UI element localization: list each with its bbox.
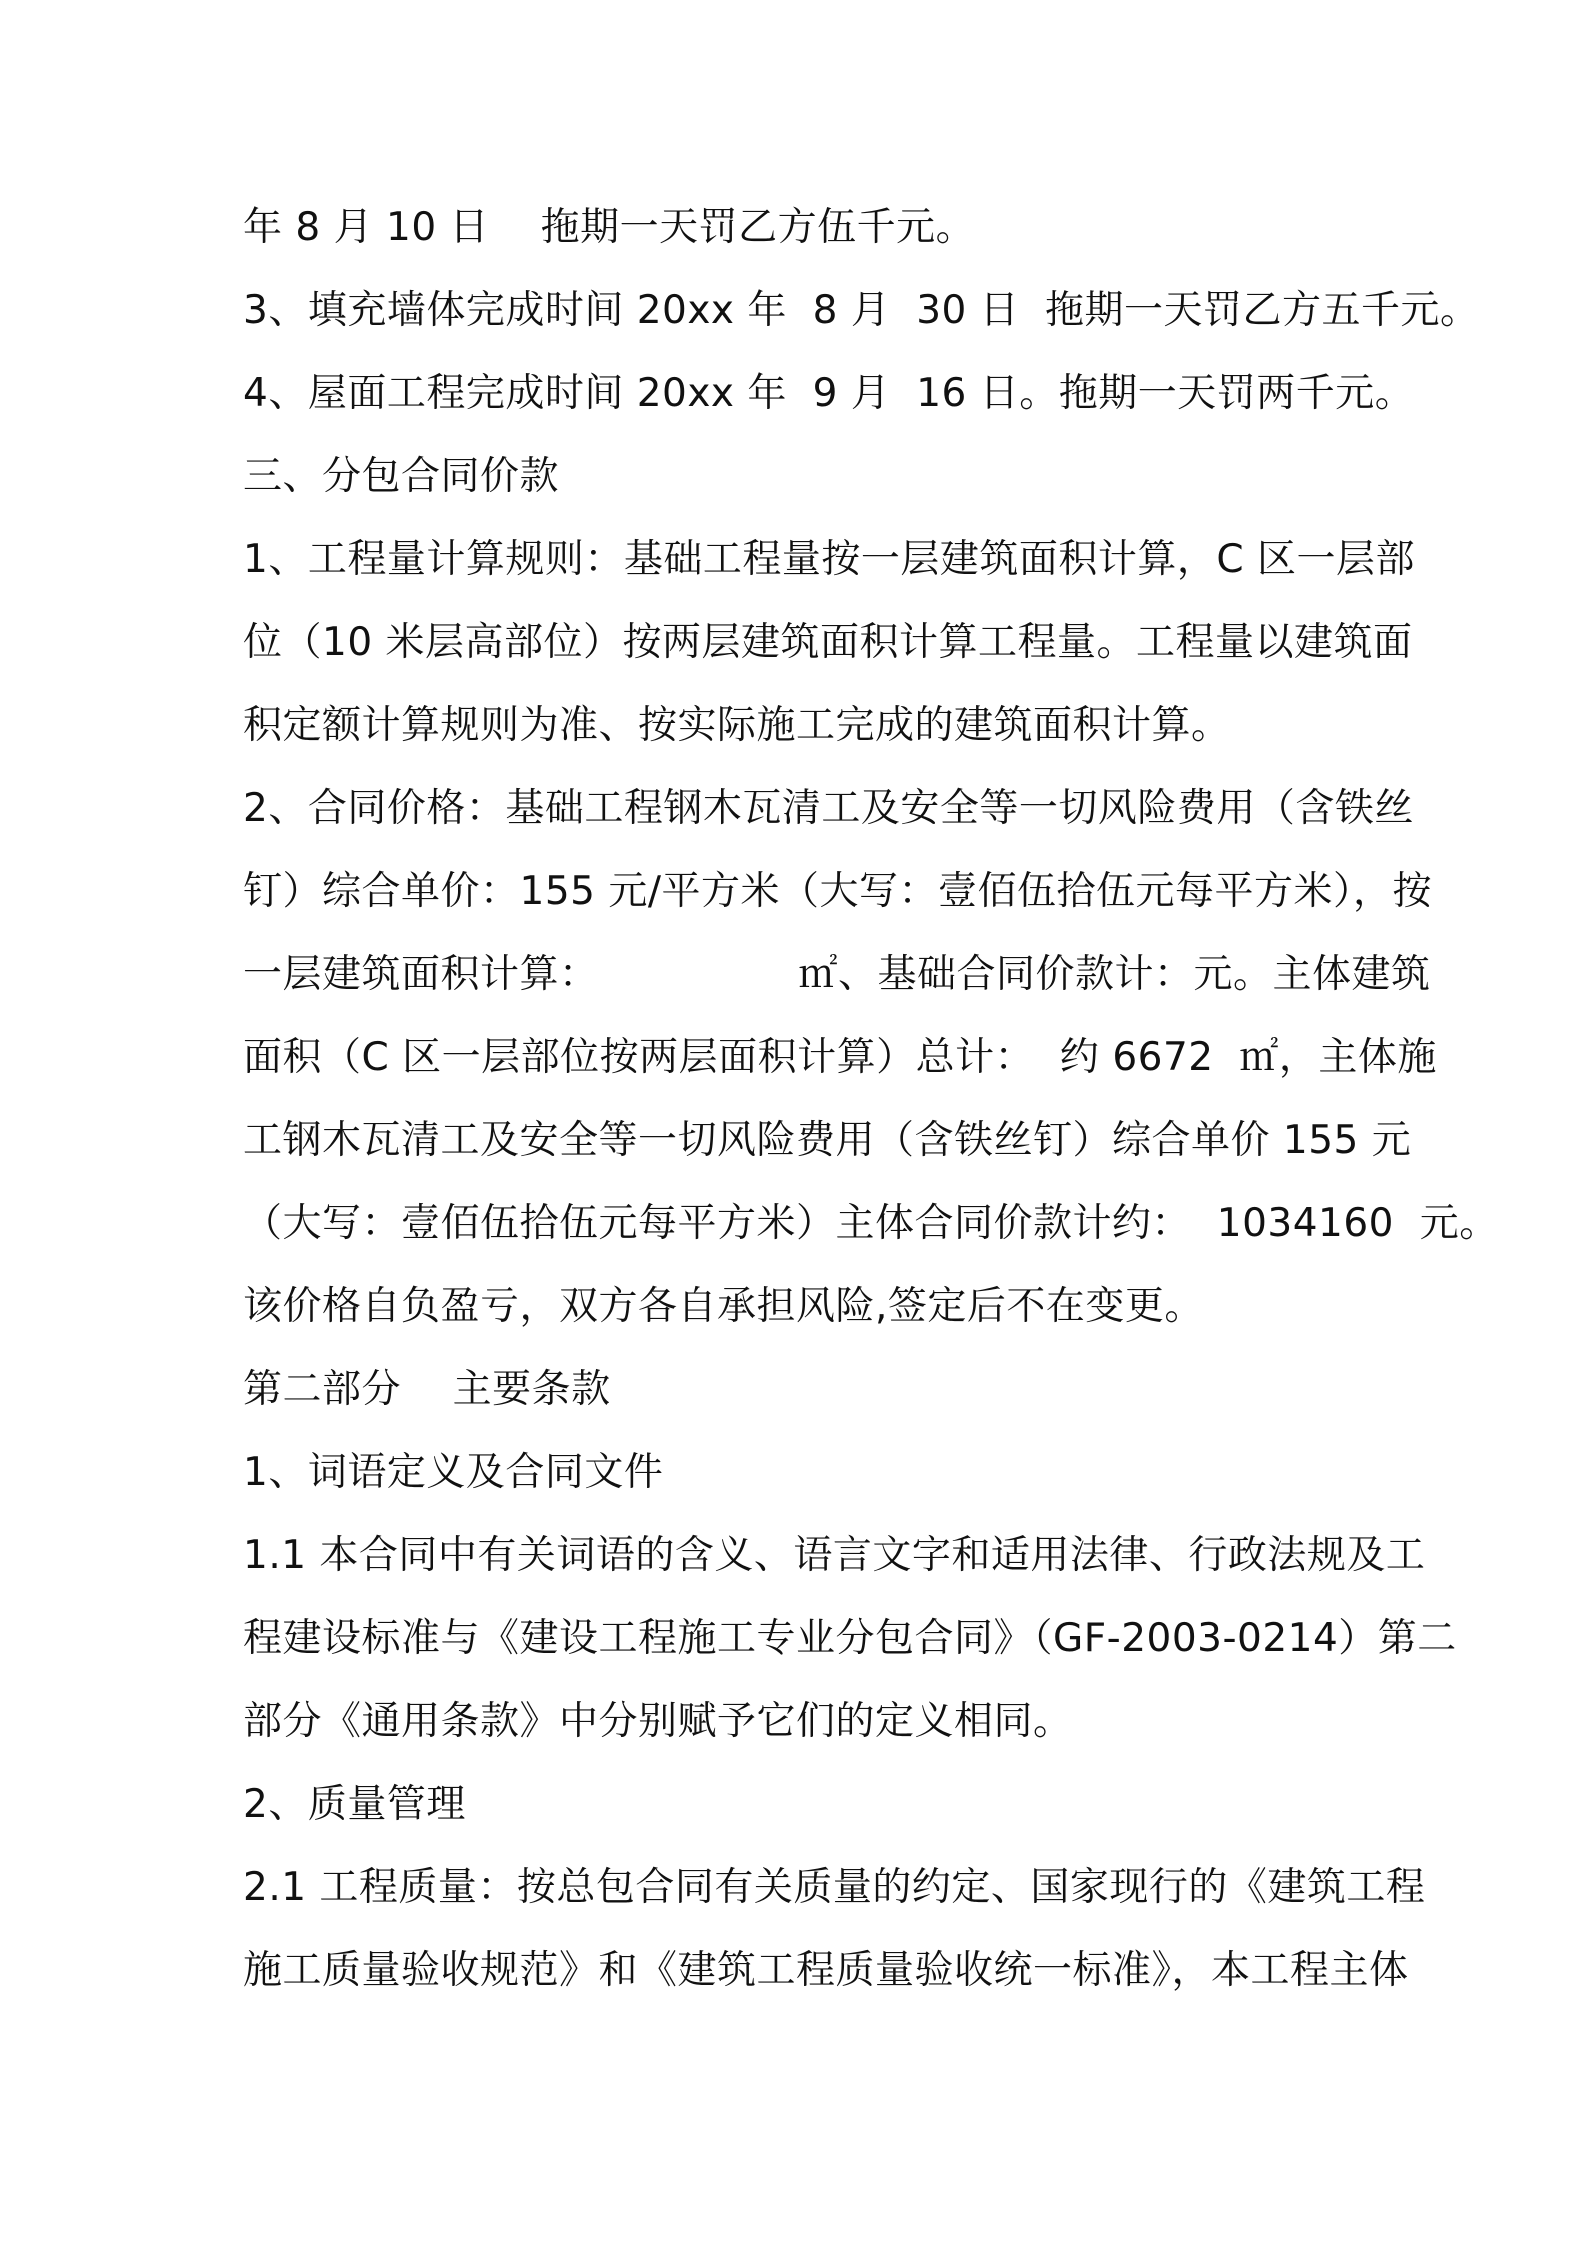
text-line-21: 2.1 工程质量：按总包合同有关质量的约定、国家现行的《建筑工程 [243, 1865, 1426, 1910]
text-line-8: 2、合同价格：基础工程钢木瓦清工及安全等一切风险费用（含铁丝 [243, 786, 1414, 831]
text-line-1: 年 8 月 10 日 拖期一天罚乙方伍千元。 [243, 205, 976, 250]
text-line-13: （大写：壹佰伍拾伍元每平方米）主体合同价款计约： 1034160 元。 [243, 1201, 1499, 1246]
text-line-22: 施工质量验收规范》和《建筑工程质量验收统一标准》，本工程主体 [243, 1948, 1409, 1993]
text-line-11: 面积（C 区一层部位按两层面积计算）总计： 约 6672 ㎡，主体施 [243, 1035, 1437, 1080]
text-line-2: 3、填充墙体完成时间 20xx 年 8 月 30 日 拖期一天罚乙方五千元。 [243, 288, 1480, 333]
clause-heading-2: 2、质量管理 [243, 1782, 466, 1827]
text-line-10 [243, 945, 1431, 1005]
section-heading-3: 三、分包合同价款 [243, 454, 560, 499]
text-line-7: 积定额计算规则为准、按实际施工完成的建筑面积计算。 [243, 703, 1231, 748]
text-line-19: 部分《通用条款》中分别赋予它们的定义相同。 [243, 1699, 1073, 1744]
clause-heading-1: 1、词语定义及合同文件 [243, 1450, 664, 1495]
text-line-5: 1、工程量计算规则：基础工程量按一层建筑面积计算，C 区一层部 [243, 537, 1415, 582]
blank-line-after: ㎡、基础合同价款计：元。主体建筑 [798, 952, 1431, 997]
text-line-12: 工钢木瓦清工及安全等一切风险费用（含铁丝钉）综合单价 155 元 [243, 1118, 1412, 1163]
text-line-18: 程建设标准与《建设工程施工专业分包合同》（GF-2003-0214）第二 [243, 1616, 1457, 1661]
text-line-17: 1.1 本合同中有关词语的含义、语言文字和适用法律、行政法规及工 [243, 1533, 1426, 1578]
blank-line-before: 一层建筑面积计算： [243, 952, 599, 997]
text-line-9: 钉）综合单价：155 元/平方米（大写：壹佰伍拾伍元每平方米），按 [243, 869, 1432, 914]
text-line-14: 该价格自负盈亏，双方各自承担风险,签定后不在变更。 [243, 1284, 1204, 1329]
text-line-6: 位（10 米层高部位）按两层建筑面积计算工程量。工程量以建筑面 [243, 620, 1413, 665]
part-heading-2: 第二部分 主要条款 [243, 1367, 611, 1412]
text-line-3: 4、屋面工程完成时间 20xx 年 9 月 16 日。拖期一天罚两千元。 [243, 371, 1415, 416]
